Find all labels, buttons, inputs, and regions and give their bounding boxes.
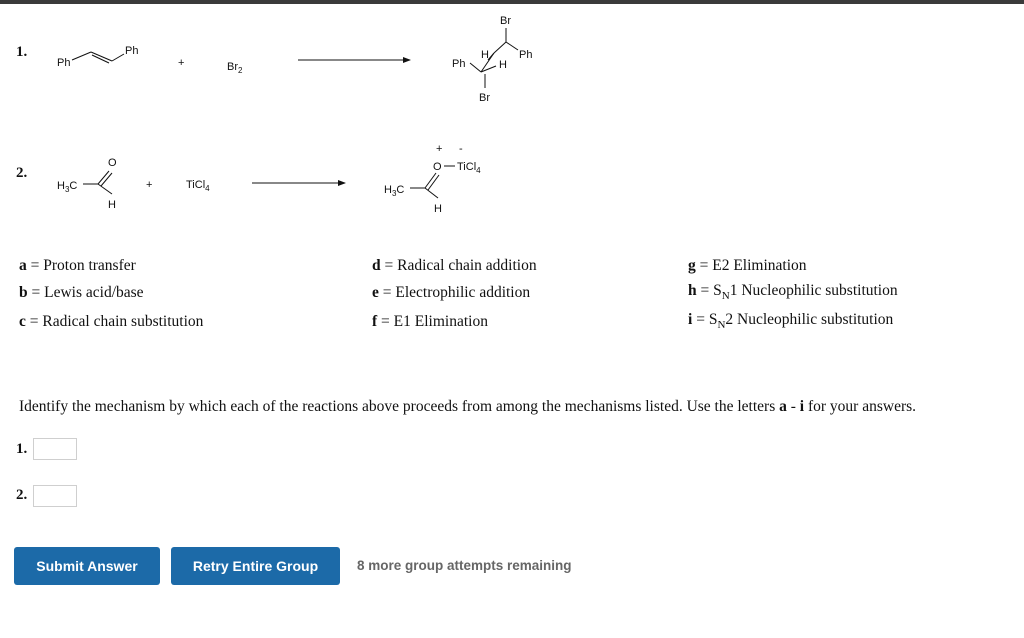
r2-product-minus: - xyxy=(459,143,463,155)
r1-ph-right: Ph xyxy=(125,45,139,57)
mechanism-b: b = Lewis acid/base xyxy=(19,284,144,301)
acetaldehyde-structure xyxy=(57,157,117,211)
instruction-text: Identify the mechanism by which each of the reactions above proceeds from among the mechanisms listed. Use the letters a - i for your answers. xyxy=(19,398,917,415)
r2-product-plus: + xyxy=(436,143,443,155)
r2-hydrogen: H xyxy=(108,199,116,211)
mechanism-d: d = Radical chain addition xyxy=(372,257,537,274)
r2-oxygen: O xyxy=(108,157,117,169)
mechanism-e: e = Electrophilic addition xyxy=(372,284,531,301)
r1-product-h1: H xyxy=(481,49,489,61)
r2-product-h: H xyxy=(434,203,442,215)
r1-ph-left: Ph xyxy=(57,57,71,69)
r1-product-ph-left: Ph xyxy=(452,58,466,70)
mechanism-a: a = Proton transfer xyxy=(19,257,136,274)
attempts-remaining-text: 8 more group attempts remaining xyxy=(357,558,572,573)
r1-plus: + xyxy=(178,57,185,69)
r1-product-br-bottom: Br xyxy=(479,92,490,104)
r1-bromine: $Br_2$ xyxy=(227,61,243,75)
submit-answer-button[interactable]: Submit Answer xyxy=(14,547,160,585)
r2-product-o: O xyxy=(433,161,442,173)
mechanism-g: g = E2 Elimination xyxy=(688,257,807,274)
r1-product-h2: H xyxy=(499,59,507,71)
r2-product-ticl: TiCl$_4$ xyxy=(457,161,481,175)
r1-product-ph-right: Ph xyxy=(519,49,533,61)
retry-group-button[interactable]: Retry Entire Group xyxy=(171,547,340,585)
r2-ticl4: TiCl$_4$ xyxy=(186,179,210,193)
dibromide-structure xyxy=(452,15,532,104)
mechanism-f: f = E1 Elimination xyxy=(372,313,488,330)
r2-plus: + xyxy=(146,179,153,191)
reaction-2-number: 2. xyxy=(16,165,28,181)
svg-text:H3C: $H_3C$ xyxy=(57,180,78,194)
answer-2-input[interactable] xyxy=(33,485,77,507)
r1-product-br-top: Br xyxy=(500,15,511,27)
stilbene-structure xyxy=(57,45,138,69)
answer-2-label: 2. xyxy=(16,487,28,503)
answer-1-input[interactable] xyxy=(33,438,77,460)
mechanism-h: $h = S_N1$ Nucleophilic substitution xyxy=(688,282,898,303)
svg-text:H3C: $H_3C$ xyxy=(384,184,405,198)
reaction-schemes xyxy=(0,0,1024,240)
mechanism-i: $i = S_N2$ Nucleophilic substitution xyxy=(688,311,894,332)
reaction-1-number: 1. xyxy=(16,44,28,60)
mechanism-c: c = Radical chain substitution xyxy=(19,313,204,330)
adduct-structure xyxy=(384,143,481,215)
answer-1-label: 1. xyxy=(16,441,28,457)
